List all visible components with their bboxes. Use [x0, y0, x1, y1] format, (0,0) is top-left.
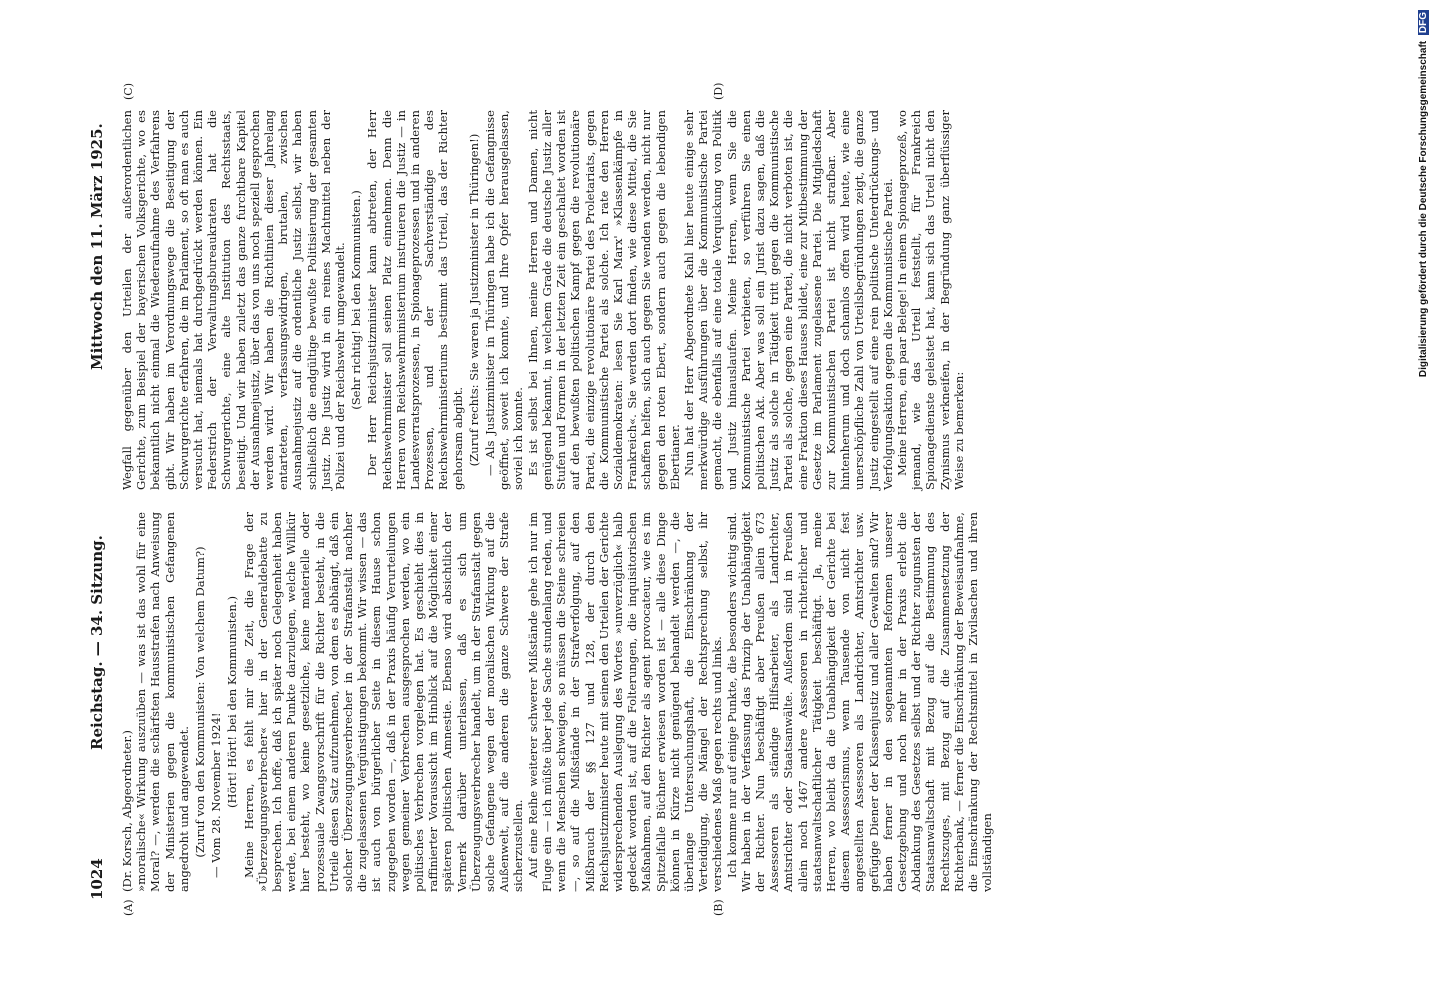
paragraph: (Dr. Korsch, Abgeordneter.) — [120, 730, 134, 892]
page-header — [88, 90, 114, 900]
paragraph: (Sehr richtig! bei den Kommunisten.) — [349, 190, 364, 410]
paragraph: Auf eine Reihe weiterer schwerer Mißstände gehe ich nur im Fluge ein — ich müßte über jede Sache stundenlang reden, und wenn die Menschen schweigen, so müssen die Steine schreien —, so auf die Mißstände in der Strafverfolgung, auf den Mißbrauch der §§ 127 und 128, der durch den Reichsjustizminister heute mit seinen den Urteilen der Gerichte widersprechenden Auslegung des Wortes »unverzüglich« halb gedeckt worden ist, auf die Folterungen, die inquisitorischen Maßnahmen, auf den Richter als agent provocateur, wie es im Spitzelfalle Büchner erwiesen worden ist — alle diese Dinge können in Kürze nicht genügend behandelt werden —, die überlange Untersuchungshaft, die Einschränkung der Verteidigung, die Mängel der Rechtsprechung selbst, ihr verschiedenes Maß gegen rechts und links. — [525, 512, 725, 892]
paragraph: — Vom 28. November 1924! — [209, 712, 224, 878]
dfg-logo: DFG — [1418, 12, 1429, 34]
paragraph: Meine Herren, es fehlt mir die Zeit, die Frage der »Überzeugungsverbrecher« hier in der Generaldebatte zu besprechen. Ich hoffe, daß ich später noch Gelegenheit haben werde, bei einem anderen Punkte darzulegen, welche Willkür hier besteht, wo keine gesetzliche, keine materielle oder prozessuale Zwangsvorschrift für die Richter besteht, in die Urteile diesen Satz aufzunehmen, von dem es abhängt, daß ein solcher Überzeugungsverbrecher in der Strafanstalt nachher die zugelassenen Vergünstigungen bekommt. Wir wissen — das ist auch von bürgerlicher Seite in diesem Hause schon zugegeben worden —, daß in der Praxis häufig Verurteilungen wegen gemeiner Verbrechen ausgesprochen werden, wo ein politisches Verbrechen vorgelegen hat. Es geschieht dies in raffinierter Voraussicht im Hinblick auf die Möglichkeit einer späteren politischen Amnestie. Ebenso wird absichtlich der Vermerk darüber unterlassen, daß es sich um Überzeugungsverbrecher handelt, um in der Strafanstalt gegen solche Gefangene wegen der moralischen Wirkung auf die Außenwelt, auf die anderen die ganze Schwere der Strafe sicherzustellen. — [241, 512, 526, 892]
right-column — [120, 110, 966, 490]
paragraph: (Zuruf von den Kommunisten: Von welchem Datum?) — [193, 546, 208, 858]
credit-text: Digitalisierung gefördert durch die Deutsche Forschungsgemeinschaft — [1418, 40, 1429, 378]
paragraph: (Zuruf rechts: Sie waren ja Justizminister in Thüringen!) — [466, 133, 481, 467]
left-column — [120, 512, 994, 892]
margin-mark-b: (B) — [712, 899, 725, 916]
paragraph: Nun hat der Herr Abgeordnete Kahl hier heute einige sehr merkwürdige Ausführungen über die Kommunistische Partei gemacht, die ebenfalls auf eine totale Verquickung von Politik und Justiz hinauslaufen. Meine Herren, wenn Sie die Kommunistische Partei verbieten, so verführen Sie einen politischen Akt. Aber was soll ein Jurist dazu sagen, daß die Justiz als solche in Tätigkeit tritt gegen die Kommunistische Partei als solche, gegen eine Partei, die nicht verboten ist, die eine Fraktion dieses Hauses bildet, eine zur Mitbestimmung der Gesetze im Parlament zugelassene Partei. Die Mitgliedschaft zur Kommunistischen Partei ist nicht strafbar. Aber hintenherum und doch schamlos offen wird heute, wie eine unerschöpfliche Zahl von Urteilsbegründungen zeigt, die ganze Justiz eingestellt auf eine rein politische Unterdrückungs- und Verfolgungsaktion gegen die Kommunistische Partei. — [681, 110, 895, 490]
session-date: Mittwoch den 11. März 1925. — [88, 123, 106, 370]
margin-mark-a: (A) — [122, 899, 135, 916]
paragraph: Wegfall gegenüber den Urteilen der außerordentlichen Gerichte, zum Beispiel der bayerischen Volksgerichte, wo es bekanntlich nicht einmal die Wiederaufnahme des Verfahrens gibt. Wir haben im Verordnungswege die Beseitigung der Schwurgerichte erfahren, die im Parlament, so oft man es auch versucht hat, niemals hat durchgedrückt werden können. Ein Federstrich der Verwaltungsbureaukraten hat die Schwurgerichte, eine alte Institution des Rechtsstaats, beseitigt. Und wir haben zuletzt das ganze furchtbare Kapitel der Ausnahmejustiz, über das von uns noch speziell gesprochen werden wird. Wir haben die Richtlinien dieser Jahrelang entarteten, verfassungswidrigen, brutalen, zwischen Ausnahmejustiz auf die ordentliche Justiz selbst, wir haben schließlich die endgültige bewußte Politisierung der gesamten Justiz. Die Justiz wird in ein reines Machtmittel neben der Polizei und der Reichswehr umgewandelt. — [120, 110, 348, 490]
paragraph: Es ist selbst bei Ihnen, meine Herren und Damen, nicht genügend bekannt, in welchem Grade die deutsche Justiz aller Stufen und Formen in der letzten Zeit ein geschaltet worden ist auf den bewußten politischen Kampf gegen die revolutionäre Partei, die einzige revolutionäre Partei des Proletariats, gegen die Kommunistische Partei als solche. Ich rate den Herren Sozialdemokraten: lesen Sie Karl Marx' »Klassenkämpfe in Frankreich«. Sie werden dort finden, wie diese Mittel, die Sie schaffen helfen, sich auch gegen Sie wenden werden, nicht nur gegen den roten Ebert, sondern auch gegen die lebendigen Ebertianer. — [525, 110, 682, 490]
paragraph: Der Herr Reichsjustizminister kann abtreten, der Herr Reichswehrminister soll seinen Platz einnehmen. Denn die Herren vom Reichswehrministerium instruieren die Justiz — in Landesverratsprozessen, in Spionageprozessen und in anderen Prozessen, und der Sachverständige des Reichswehrministeriums bestimmt das Urteil, das der Richter gehorsam abgibt. — [365, 110, 465, 490]
paragraph: — Als Justizminister in Thüringen habe ich die Gefangnisse geöffnet, soweit ich konnte, und Ihre Opfer herausgelassen, soviel ich konnte. — [483, 110, 526, 490]
paragraph: »moralische« Wirkung auszuüben — was ist das wohl für eine Moral? —, werden die schärfsten Hausstrafen nach Anweisung der Ministerien gegen die kommunistischen Gefangenen angedroht und angewendet. — [134, 512, 191, 892]
session-title: Reichstag. — 34. Sitzung. — [88, 535, 106, 750]
digitization-credit — [1418, 10, 1432, 990]
margin-mark-c: (C) — [122, 83, 135, 100]
margin-mark-d: (D) — [712, 82, 725, 100]
page-number: 1024 — [88, 858, 106, 900]
paragraph: (Hört! Hört! bei den Kommunisten.) — [225, 596, 240, 809]
paragraph: Meine Herren, ein paar Belege! In einem Spionageprozeß, wo jemand, wie das Urteil feststellt, für Frankreich Spionagedienste geleistet hat, kann sich das Urteil nicht den Zynismus verkneifen, in der Begründung ganz überflüssiger Weise zu bemerken: — [894, 110, 966, 490]
paragraph: Ich komme nur auf einige Punkte, die besonders wichtig sind. Wir haben in der Verfassung das Prinzip der Unabhängigkeit der Richter. Nun beschäftigt aber Preußen allein 673 Assessoren als ständige Hilfsarbeiter, als Landrichter, Amtsrichter oder Staatsanwälte. Außerdem sind in Preußen allein noch 1467 andere Assessoren in richterlicher und staatsanwaltschaftlicher Tätigkeit beschäftigt. Ja, meine Herren, wo bleibt da die Unabhängigkeit der Gerichte bei diesem Assessorismus, wenn Tausende von nicht fest angestellten Assessoren als Landrichter, Amtsrichter usw. gefügige Diener der Klassenjustiz und aller Gewalten sind? Wir haben ferner in den sogenannten Reformen unserer Gesetzgebung und noch mehr in der Praxis erlebt die Abdankung des Gesetzes selbst und der Richter zugunsten der Staatsanwaltschaft mit Bezug auf die Bestimmung des Rechtszuges, mit Bezug auf die Zusammensetzung der Richterbank, — ferner die Einschränkung der Beweisaufnahme, die Einschränkung der Rechtsmittel in Zivilsachen und ihren vollständigen — [724, 512, 995, 892]
